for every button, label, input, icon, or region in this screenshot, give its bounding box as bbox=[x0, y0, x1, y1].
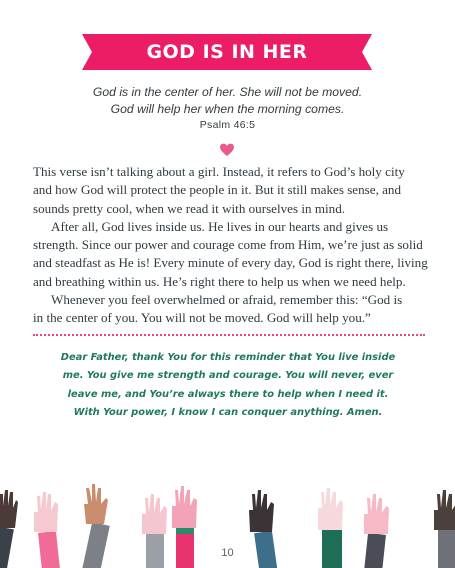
prayer-line: With Your power, I know I can conquer anything. Amen. bbox=[73, 406, 383, 418]
prayer-line: me. You give me strength and courage. You will never, ever bbox=[62, 370, 394, 382]
prayer-line: Dear Father, thank You for this reminder that You live inside bbox=[60, 352, 396, 363]
devotional-body bbox=[33, 163, 428, 328]
body-line: in the center of you. You will not be moved. God will help you.” bbox=[33, 310, 371, 326]
body-line: and breathing within us. He’s right there to help us when we need help. bbox=[33, 273, 406, 289]
heart-icon bbox=[219, 142, 235, 158]
body-line: sounds pretty cool, when we read it with ourselves in mind. bbox=[33, 200, 346, 216]
prayer-text bbox=[30, 349, 426, 422]
prayer-line: leave me, and You’re always there to help when I need it. bbox=[67, 388, 389, 400]
body-line: and steadfast as He is! Every minute of every day, God is right there, living bbox=[33, 255, 428, 271]
body-line: Whenever you feel overwhelmed or afraid, remember this: “God is bbox=[51, 292, 403, 308]
verse-line: God is in the center of her. She will not be moved. bbox=[92, 85, 363, 99]
page-title: GOD IS IN HER bbox=[146, 41, 308, 63]
body-line: This verse isn’t talking about a girl. Instead, it refers to God’s holy city bbox=[33, 164, 405, 179]
body-line: and how God will protect the people in it. But it still makes sense, and bbox=[33, 182, 402, 198]
body-line: After all, God lives inside us. He lives in our hearts and gives us bbox=[51, 218, 389, 234]
page-number: 10 bbox=[221, 547, 234, 559]
dotted-divider bbox=[33, 334, 425, 338]
scripture-verse bbox=[60, 84, 395, 118]
verse-line: God will help her when the morning comes. bbox=[110, 102, 345, 116]
title-banner bbox=[82, 34, 372, 70]
verse-reference: Psalm 46:5 bbox=[199, 119, 256, 131]
body-line: strength. Since our power and courage come from Him, we’re just as solid bbox=[33, 237, 423, 253]
